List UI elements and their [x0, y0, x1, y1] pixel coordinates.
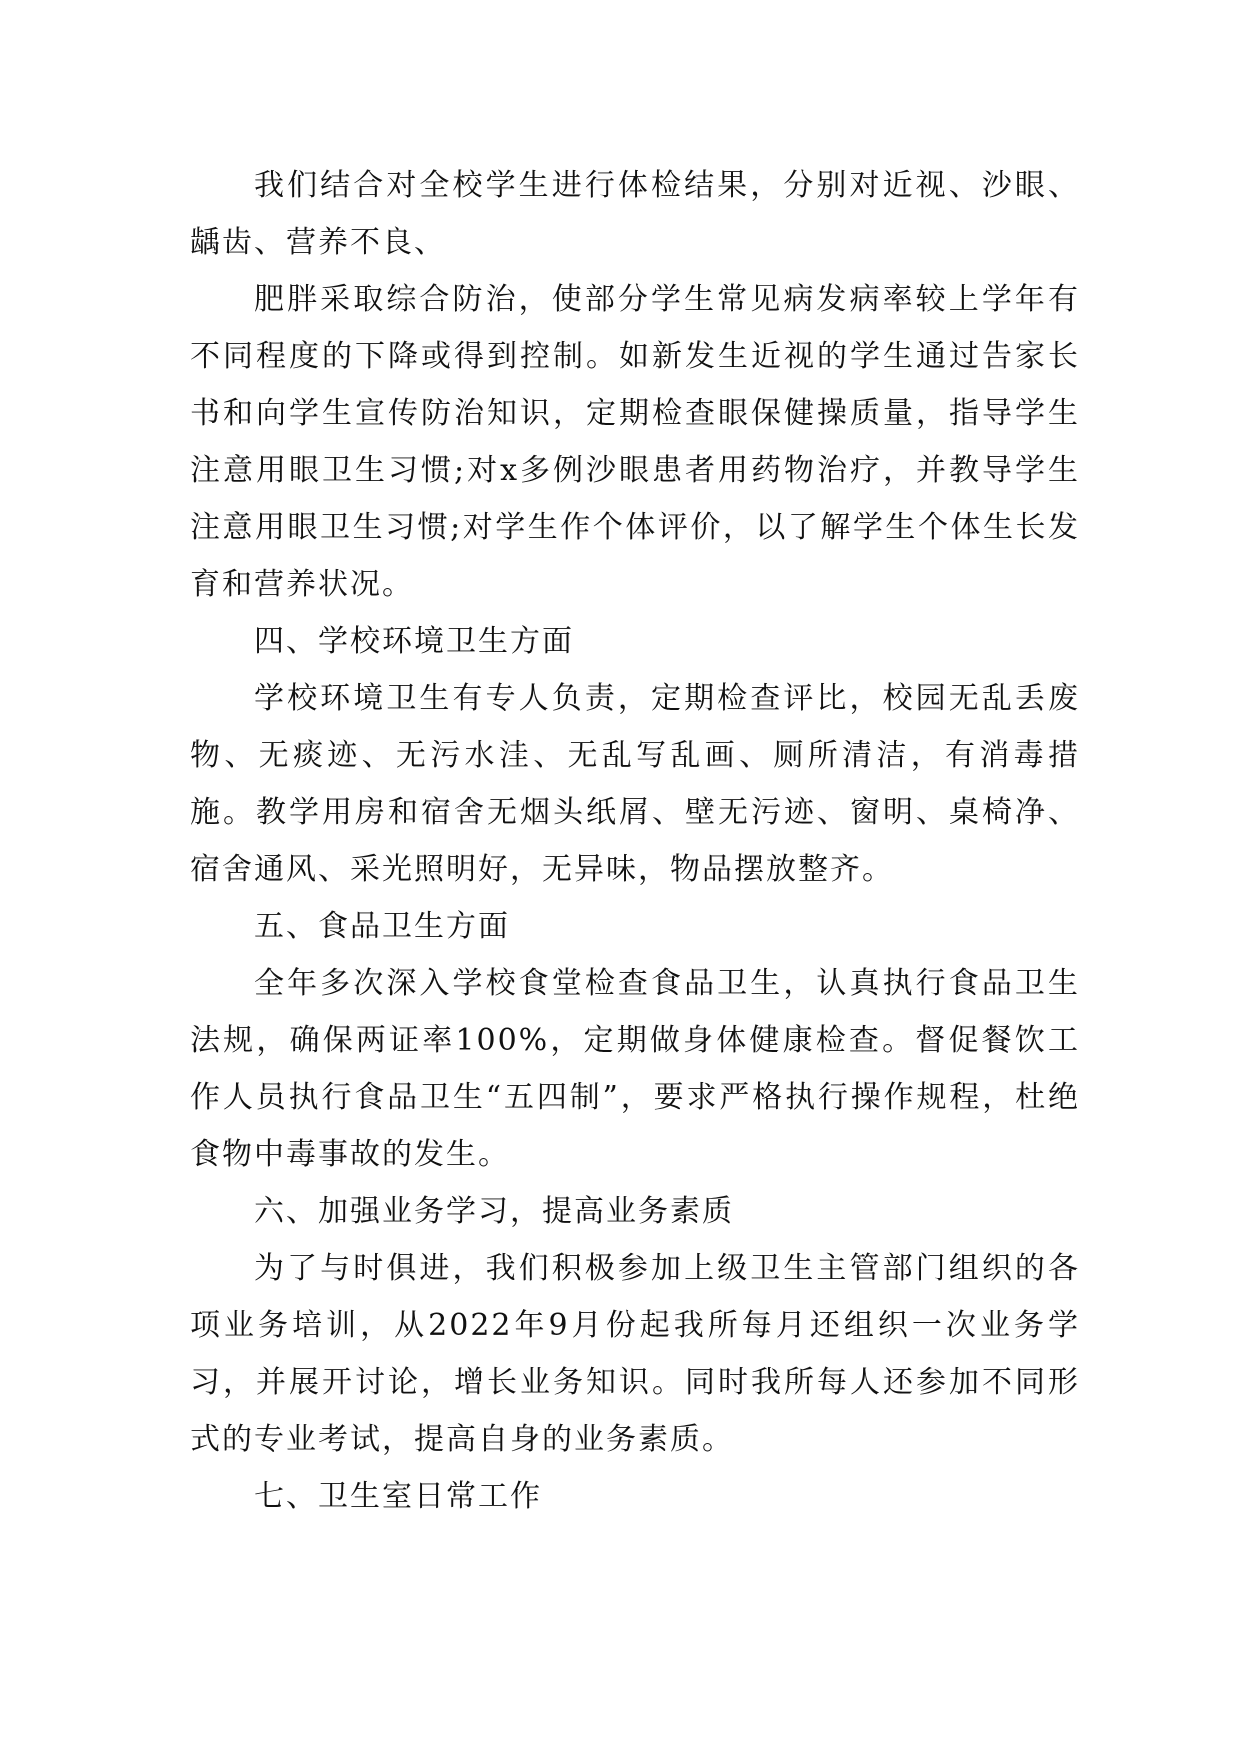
paragraph-food: 全年多次深入学校食堂检查食品卫生，认真执行食品卫生法规，确保两证率100%，定期做身体健康检查。督促餐饮工作人员执行食品卫生“五四制”，要求严格执行操作规程，杜绝食物中毒事故的发生。 [190, 966, 1080, 1172]
document-body [190, 157, 1080, 1525]
section-heading-environment: 四、学校环境卫生方面 [254, 624, 574, 659]
section-heading-food: 五、食品卫生方面 [254, 909, 510, 944]
section-heading-daily-work: 七、卫生室日常工作 [254, 1479, 542, 1514]
paragraph-study: 为了与时俱进，我们积极参加上级卫生主管部门组织的各项业务培训，从2022年9月份起我所每月还组织一次业务学习，并展开讨论，增长业务知识。同时我所每人还参加不同形式的专业考试，提高自身的业务素质。 [190, 1251, 1080, 1457]
paragraph-environment: 学校环境卫生有专人负责，定期检查评比，校园无乱丢废物、无痰迹、无污水洼、无乱写乱画、厕所清洁，有消毒措施。教学用房和宿舍无烟头纸屑、壁无污迹、窗明、桌椅净、宿舍通风、采光照明好，无异味，物品摆放整齐。 [190, 681, 1080, 887]
paragraph-checkup-results: 我们结合对全校学生进行体检结果，分别对近视、沙眼、龋齿、营养不良、 [190, 168, 1080, 260]
paragraph-comprehensive-prevention: 肥胖采取综合防治，使部分学生常见病发病率较上学年有不同程度的下降或得到控制。如新发生近视的学生通过告家长书和向学生宣传防治知识，定期检查眼保健操质量，指导学生注意用眼卫生习惯;对x多例沙眼患者用药物治疗，并教导学生注意用眼卫生习惯;对学生作个体评价，以了解学生个体生长发育和营养状况。 [190, 282, 1080, 602]
section-heading-study: 六、加强业务学习，提高业务素质 [254, 1194, 734, 1229]
